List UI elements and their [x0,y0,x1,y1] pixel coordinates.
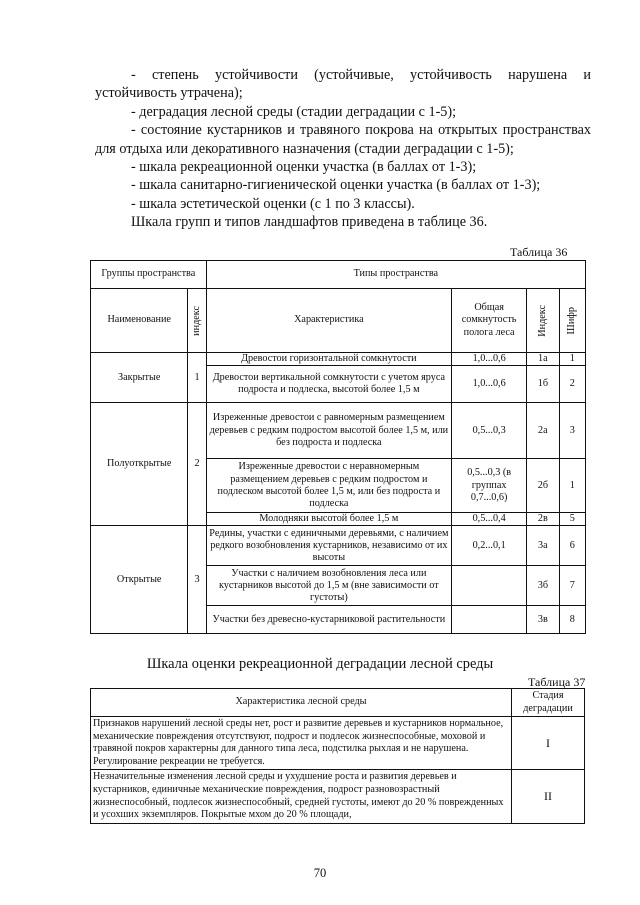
table-row [91,353,586,366]
bullet-sanitary-scale: - шкала санитарно-гигиенической оценки участка (в баллах от 1-3); [131,177,541,194]
row-code: 5 [559,513,585,526]
group-name: Полуоткрытые [91,403,188,526]
row-index: 2а [527,403,559,459]
header-index2: Индекс [536,304,548,337]
header-characteristic: Характеристика [206,289,451,353]
row-closure: 0,5...0,3 [452,403,527,459]
row-code: 2 [559,366,585,403]
row-code: 6 [559,526,585,566]
row-code: 3 [559,403,585,459]
row-description: Незначительные изменения лесной среды и ухудшение роста и развития деревьев и кустарников, единичные механические повреждения, подрост разновозрастный жизнеспособный, подлесок жизнеспособный, средней густоты, имеют до 20 % поврежденных и усохших экземпляров. Покрытые мхом до 20 % площади, [91,770,512,823]
table37-caption: Таблица 37 [528,675,586,689]
bullet-aesthetic-scale: - шкала эстетической оценки (с 1 по 3 классы). [131,195,415,212]
row-stage: I [512,717,585,770]
row-index: 1б [527,366,559,403]
group-name: Закрытые [91,353,188,403]
row-closure [452,566,527,606]
landscape-types-table [90,260,586,634]
row-code: 7 [559,566,585,606]
header-forest-characteristic: Характеристика лесной среды [91,689,512,717]
table36-reference: Шкала групп и типов ландшафтов приведена в таблице 36. [131,214,488,231]
row-closure: 0,5...0,3 (в группах 0,7...0,6) [452,459,527,513]
row-code: 8 [559,606,585,634]
row-code: 1 [559,353,585,366]
table-row [91,717,585,770]
row-description-note: Регулирование рекреации не требуется. [93,755,265,767]
row-stage: II [512,770,585,823]
row-index: 3б [527,566,559,606]
row-index: 3в [527,606,559,634]
row-closure: 0,2...0,1 [452,526,527,566]
table37-title: Шкала оценки рекреационной деградации лесной среды [146,656,494,672]
group-index: 1 [188,353,206,403]
header-code: Шифр [566,306,578,335]
row-code: 1 [559,459,585,513]
table36-caption: Таблица 36 [510,245,568,259]
row-index: 2б [527,459,559,513]
degradation-table [90,688,585,824]
intro-bullets [95,66,591,232]
row-closure [452,606,527,634]
row-closure: 1,0...0,6 [452,366,527,403]
header-stage: Стадия деградации [512,689,585,717]
group-name: Открытые [91,526,188,634]
row-description [91,717,512,770]
row-index: 1а [527,353,559,366]
row-index: 3а [527,526,559,566]
row-index: 2в [527,513,559,526]
row-closure: 0,5...0,4 [452,513,527,526]
table-row [91,770,585,823]
group-index: 2 [188,403,206,526]
header-index: индекс [190,305,202,336]
group-index: 3 [188,526,206,634]
row-characteristic: Редины, участки с единичными деревьями, с наличием редкого возобновления кустарников, независимо от их высоты [206,526,451,566]
row-characteristic: Участки без древесно-кустарниковой растительности [206,606,451,634]
bullet-recreation-scale: - шкала рекреационной оценки участка (в баллах от 1-3); [131,159,477,176]
header-types: Типы пространства [206,261,585,289]
bullet-shrubs: - состояние кустарников и травяного покрова на открытых пространствах для отдыха или декоративного назначения (стадии деградации с 1-5); [95,122,591,157]
row-characteristic: Древостои вертикальной сомкнутости с учетом яруса подроста и подлеска, высотой более 1,5 м [206,366,451,403]
table-row [91,403,586,459]
row-characteristic: Изреженные древостои с равномерным размещением деревьев с редким подростом высотой более 1,5 м, или без подроста и подлеска [206,403,451,459]
row-closure: 1,0...0,6 [452,353,527,366]
header-name: Наименование [91,289,188,353]
bullet-degradation: - деградация лесной среды (стадии деградации с 1-5); [131,103,457,120]
row-characteristic: Молодняки высотой более 1,5 м [206,513,451,526]
row-characteristic: Древостои горизонтальной сомкнутости [206,353,451,366]
header-closure: Общая сомкнутость полога леса [452,289,527,353]
row-characteristic: Участки с наличием возобновления леса или кустарников высотой до 1,5 м (вне зависимости от густоты) [206,566,451,606]
table-row [91,526,586,566]
page-number: 70 [313,866,327,880]
header-groups: Группы пространства [91,261,207,289]
row-description-text: Признаков нарушений лесной среды нет, рост и развитие деревьев и кустарников нормальное, механические повреждения отсутствуют, подрост и подлесок жизнеспособные, моховой и травяной покров характерны для данного типа леса, подстилка рыхлая и не нарушена. [93,718,504,755]
row-characteristic: Изреженные древостои с неравномерным размещением деревьев с редким подростом и подлеском высотой более 1,5 м, или без подроста и подлеска [206,459,451,513]
bullet-stability: - степень устойчивости (устойчивые, устойчивость нарушена и устойчивость утрачена); [95,67,591,102]
